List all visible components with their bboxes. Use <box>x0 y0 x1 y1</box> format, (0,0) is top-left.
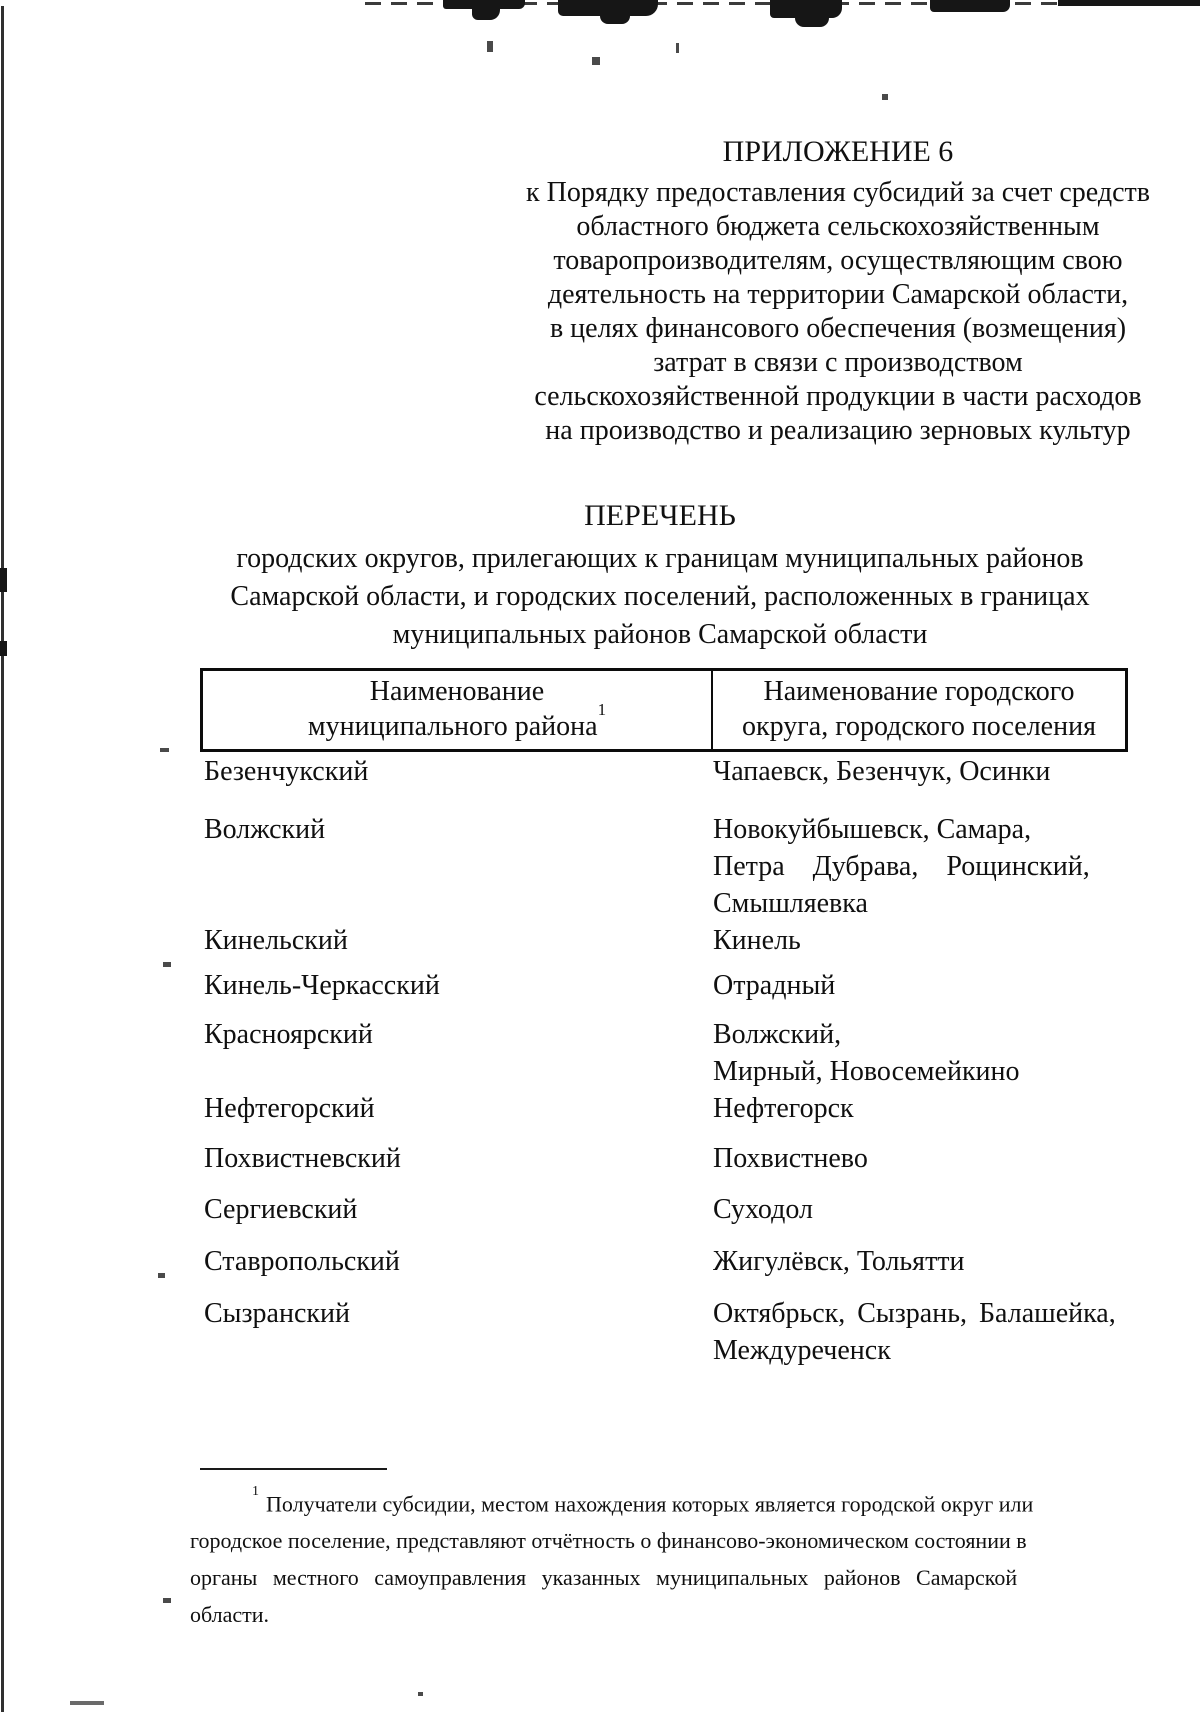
footnote-line: области. <box>190 1602 270 1628</box>
col1-header-line2 <box>207 699 707 744</box>
table-row <box>200 811 1128 922</box>
footnote-ref-superscript: 1 <box>597 699 607 719</box>
table-row <box>200 967 1128 1004</box>
footnote-line: органы местного самоуправления указанных муниципальных районов Самарской <box>190 1565 1018 1591</box>
col2-header-line2: округа, городского поселения <box>742 711 1096 742</box>
scan-artifact <box>1058 0 1200 6</box>
scan-artifact <box>600 12 630 24</box>
district-cell: Сызранский <box>204 1298 350 1329</box>
settlement-line: Волжский, <box>713 1019 842 1050</box>
settlement-line: Кинель <box>713 925 801 956</box>
scan-artifact <box>592 57 600 65</box>
footnote <box>190 1481 1090 1633</box>
appendix-title: ПРИЛОЖЕНИЕ 6 <box>722 135 954 168</box>
table-row <box>200 1140 1128 1177</box>
scan-artifact <box>0 568 7 592</box>
table-row <box>200 1016 1128 1090</box>
district-cell: Кинель-Черкасский <box>204 970 440 1001</box>
district-cell: Ставропольский <box>204 1246 400 1277</box>
district-cell: Безенчукский <box>204 756 369 787</box>
col1-header-text: муниципального района <box>307 711 598 742</box>
settlements-cell <box>713 967 1128 1004</box>
footnote-rule <box>200 1468 387 1470</box>
districts-table-header <box>200 668 1128 752</box>
district-cell: Волжский <box>204 814 326 845</box>
settlement-line: Междуреченск <box>713 1335 891 1366</box>
settlement-line: Суходол <box>713 1194 813 1225</box>
appendix-line: затрат в связи с производством <box>653 347 1023 378</box>
settlements-cell <box>713 1140 1128 1177</box>
list-subtitle <box>140 540 1180 654</box>
settlement-line: Нефтегорск <box>713 1093 854 1124</box>
footnote-line <box>190 1481 1090 1522</box>
scan-artifact <box>0 641 7 656</box>
scan-artifact <box>930 0 1010 12</box>
table-row <box>200 1090 1128 1127</box>
scan-artifact <box>163 1598 171 1603</box>
settlements-cell <box>713 922 1128 959</box>
list-subtitle-line: Самарской области, и городских поселений, расположенных в границах <box>230 581 1090 612</box>
district-cell: Сергиевский <box>204 1194 358 1225</box>
footnote-text: Получатели субсидии, местом нахождения которых является городской округ или <box>266 1491 1034 1517</box>
district-cell: Красноярский <box>204 1019 373 1050</box>
settlement-line: Чапаевск, Безенчук, Осинки <box>713 756 1051 787</box>
col2-header <box>713 671 1125 749</box>
settlements-cell <box>713 811 1128 922</box>
settlement-line: Октябрьск, Сызрань, Балашейка, <box>713 1298 1116 1329</box>
appendix-line: сельскохозяйственной продукции в части расходов <box>534 381 1142 412</box>
settlement-line: Отрадный <box>713 970 836 1001</box>
appendix-reference-text <box>518 176 1158 448</box>
appendix-block <box>518 134 1158 448</box>
appendix-line: областного бюджета сельскохозяйственным <box>576 211 1100 242</box>
list-subtitle-line: муниципальных районов Самарской области <box>392 619 928 650</box>
appendix-line: товаропроизводителям, осуществляющим свою <box>553 245 1123 276</box>
table-row <box>200 1191 1128 1228</box>
table-row <box>200 922 1128 959</box>
scan-artifact <box>882 94 888 100</box>
settlements-cell <box>713 1090 1128 1127</box>
settlement-line: Жигулёвск, Тольятти <box>713 1246 965 1277</box>
col1-header-line1: Наименование <box>369 676 545 707</box>
settlement-line: Мирный, Новосемейкино <box>713 1056 1020 1087</box>
settlement-line: Смышляевка <box>713 888 868 919</box>
scan-artifact <box>158 1273 165 1278</box>
scan-artifact <box>487 41 493 52</box>
settlements-cell <box>713 1016 1128 1090</box>
col2-header-line1: Наименование городского <box>763 676 1075 707</box>
appendix-line: на производство и реализацию зерновых культур <box>545 415 1131 446</box>
appendix-line: к Порядку предоставления субсидий за счет средств <box>526 177 1150 208</box>
appendix-line: деятельность на территории Самарской области, <box>547 279 1129 310</box>
district-cell: Кинельский <box>204 925 348 956</box>
district-cell: Нефтегорский <box>204 1093 375 1124</box>
scan-artifact-left-edge <box>1 6 4 1712</box>
scan-artifact <box>163 962 171 967</box>
footnote-line: городское поселение, представляют отчётность о финансово-экономическом состоянии в <box>190 1528 1027 1554</box>
district-cell: Похвистневский <box>204 1143 401 1174</box>
list-heading-block <box>140 498 1180 654</box>
settlements-cell <box>713 1295 1128 1369</box>
settlement-line: Петра Дубрава, Рощинский, <box>713 851 1090 882</box>
table-row <box>200 1295 1128 1369</box>
settlements-cell <box>713 753 1128 790</box>
settlements-cell <box>713 1191 1128 1228</box>
scan-artifact <box>70 1701 104 1705</box>
scan-artifact <box>160 748 169 752</box>
scan-artifact <box>676 43 679 53</box>
list-title: ПЕРЕЧЕНЬ <box>584 499 736 532</box>
districts-table-body <box>200 753 1128 1369</box>
col1-header <box>203 671 713 749</box>
settlement-line: Новокуйбышевск, Самара, <box>713 814 1032 845</box>
scan-artifact <box>795 14 829 27</box>
appendix-line: в целях финансового обеспечения (возмещения) <box>549 313 1127 344</box>
scan-artifact <box>418 1692 423 1696</box>
settlements-cell <box>713 1243 1128 1280</box>
table-row <box>200 1243 1128 1280</box>
settlement-line: Похвистнево <box>713 1143 868 1174</box>
list-subtitle-line: городских округов, прилегающих к границам муниципальных районов <box>236 543 1084 574</box>
scan-artifact <box>472 6 500 20</box>
footnote-ref-mark: 1 <box>252 1484 259 1499</box>
table-row <box>200 753 1128 790</box>
